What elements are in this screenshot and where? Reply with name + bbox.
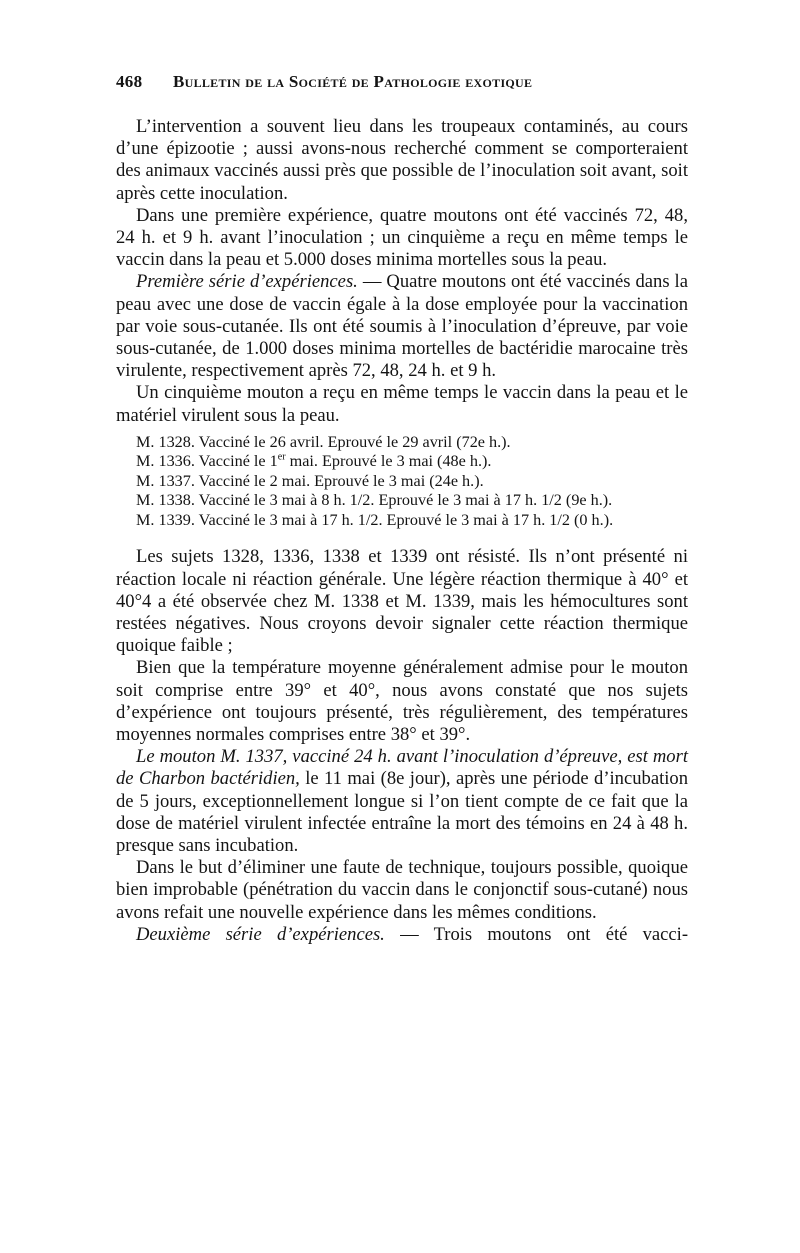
- experiment-1336-text-a: M. 1336. Vacciné le 1: [136, 452, 278, 471]
- mouton-1337-italic: Le mouton M. 1337, vacciné 24 h. avant l’inoculation d’épreuve, est mort de Charbon bactéridien,: [116, 746, 688, 790]
- experiment-1336-text-b: mai. Eprouvé le 3 mai (48e h.).: [285, 452, 492, 471]
- experiment-1339: M. 1339. Vacciné le 3 mai à 17 h. 1/2. Eprouvé le 3 mai à 17 h. 1/2 (0 h.).: [136, 510, 614, 529]
- paragraph-resultats: Les sujets 1328, 1336, 1338 et 1339 ont résisté. Ils n’ont présenté ni réaction locale ni réaction générale. Une légère réaction thermique à 40° et 40°4 a été observée chez M. 1338 et M. 1339, mais les hémocultures sont restées négatives. Nous croyons devoir signaler cette réaction thermique quoique faible ;: [116, 546, 688, 657]
- paragraph-intervention: L’intervention a souvent lieu dans les troupeaux contaminés, au cours d’une épizootie ; aussi avons-nous recherché comment se comporteraient des animaux vaccinés aussi près que possible de l’inoculation soit avant, soit après cette inoculation.: [116, 116, 688, 204]
- experiment-1336: [116, 452, 688, 472]
- page-number: 468: [116, 72, 143, 91]
- spacer: [116, 536, 688, 546]
- serie-2-text: — Trois moutons ont été vacci-: [384, 923, 689, 945]
- paragraph-serie-2: [116, 924, 688, 946]
- paragraph-cinquieme-mouton: Un cinquième mouton a reçu en même temps le vaccin dans la peau et le matériel virulent sous la peau.: [116, 382, 688, 426]
- paragraph-serie-1: [116, 271, 688, 382]
- experiment-1338: M. 1338. Vacciné le 3 mai à 8 h. 1/2. Eprouvé le 3 mai à 17 h. 1/2 (9e h.).: [136, 491, 613, 510]
- article-body: [116, 116, 688, 946]
- experiment-1337: M. 1337. Vacciné le 2 mai. Eprouvé le 3 mai (24e h.).: [136, 471, 484, 490]
- paragraph-premiere-experience: Dans une première expérience, quatre moutons ont été vaccinés 72, 48, 24 h. et 9 h. avant l’inoculation ; un cinquième a reçu en même temps le vaccin dans la peau et 5.000 doses minima mortelles sous la peau.: [116, 204, 688, 271]
- journal-title: Bulletin de la Société de Pathologie exotique: [172, 72, 533, 91]
- superscript-er: er: [277, 451, 286, 463]
- paragraph-technique: Dans le but d’éliminer une faute de technique, toujours possible, quoique bien improbable (pénétration du vaccin dans le conjonctif sous-cutané) nous avons refait une nouvelle expérience dans les mêmes conditions.: [116, 857, 688, 923]
- paragraph-mouton-1337: [116, 746, 688, 857]
- serie-1-title: Première série d’expériences.: [136, 271, 358, 293]
- experiment-1328: M. 1328. Vacciné le 26 avril. Eprouvé le 29 avril (72e h.).: [136, 432, 511, 451]
- running-header: [116, 72, 686, 92]
- paragraph-temperature: Bien que la température moyenne généralement admise pour le mouton soit comprise entre 39° et 40°, nous avons constaté que nos sujets d’expérience ont toujours présenté, très régulièrement, des températures moyennes normales comprises entre 38° et 39°.: [116, 657, 688, 745]
- mouton-1337-text: le 11 mai (8e jour), après une période d’incubation de 5 jours, exceptionnellement longue si l’on tient compte de ce fait que la dose de matériel virulent infectée entraîne la mort des témoins en 24 à 48 h. presque sans incubation.: [116, 768, 688, 856]
- serie-2-title: Deuxième série d’expériences.: [136, 923, 385, 945]
- experiment-list: [116, 433, 688, 531]
- serie-1-text: — Quatre moutons ont été vaccinés dans la peau avec une dose de vaccin égale à la dose employée pour la vaccination par voie sous-cutanée. Ils ont été soumis à l’inoculation d’épreuve, par voie sous-cutanée, de 1.000 doses minima mortelles de bactéridie marocaine très virulente, respectivement après 72, 48, 24 h. et 9 h.: [116, 271, 688, 382]
